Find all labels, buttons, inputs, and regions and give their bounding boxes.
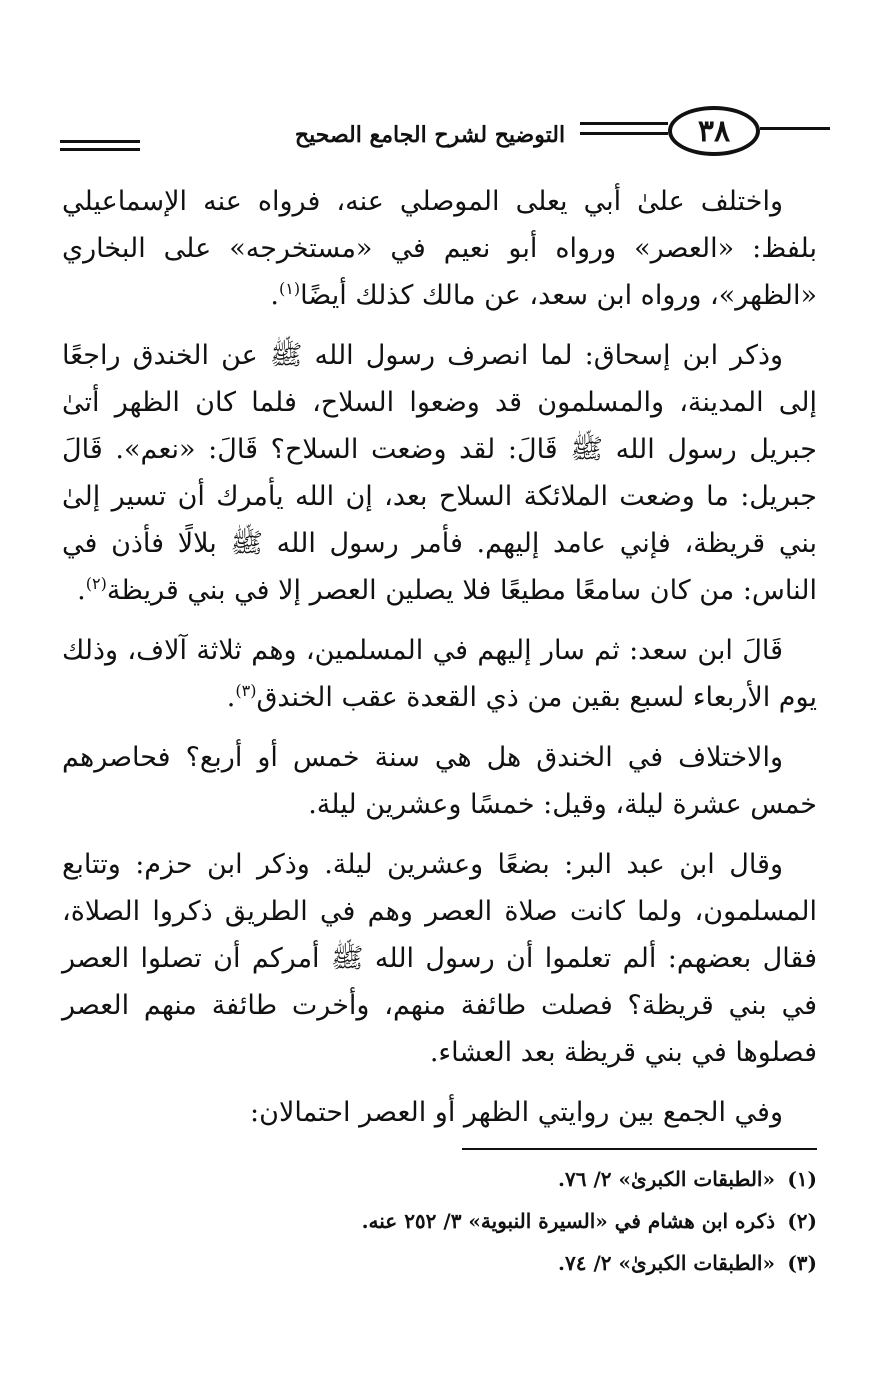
header-rule-mid-bottom bbox=[580, 132, 668, 135]
footnote: (١)«الطبقات الكبرىٰ» ٢/ ٧٦. bbox=[558, 1167, 817, 1191]
footnote-ref: (١) bbox=[278, 279, 301, 298]
footnote-ref: (٢) bbox=[85, 574, 107, 593]
paragraph: قَالَ ابن سعد: ثم سار إليهم في المسلمين، وهم ثلاثة آلاف، وذلك يوم الأربعاء لسبع بقين من ذي القعدة عقب الخندق$^{(٣)}$. bbox=[62, 635, 817, 713]
paragraph: وقال ابن عبد البر: بضعًا وعشرين ليلة. وذكر ابن حزم: وتتابع المسلمون، ولما كانت صلاة العصر وهم في الطريق ذكروا الصلاة، فقال بعضهم: ألم تعلموا أن رسول الله ﷺ أمركم أن تصلوا العصر في بني قريظة؟ فصلت طائفة منهم، وأخرت طائفة منهم العصر فصلوها في بني قريظة بعد العشاء. bbox=[62, 849, 817, 1068]
page-number: ٣٨ bbox=[668, 106, 760, 156]
main-text bbox=[62, 178, 817, 1149]
header-rule-right bbox=[760, 127, 830, 130]
paragraph: والاختلاف في الخندق هل هي سنة خمس أو أربع؟ فحاصرهم خمس عشرة ليلة، وقيل: خمسًا وعشرين ليلة. bbox=[62, 742, 817, 820]
running-title: التوضيح لشرح الجامع الصحيح bbox=[294, 122, 566, 148]
header-rule-left-top bbox=[60, 140, 140, 143]
paragraph: وفي الجمع بين روايتي الظهر أو العصر احتمالان: bbox=[250, 1097, 783, 1128]
footnote-separator bbox=[462, 1148, 817, 1150]
footnote: (٣)«الطبقات الكبرىٰ» ٢/ ٧٤. bbox=[558, 1251, 817, 1275]
footnote: (٢)ذكره ابن هشام في «السيرة النبوية» ٣/ ٢٥٢ عنه. bbox=[361, 1209, 817, 1233]
footnotes bbox=[62, 1158, 817, 1284]
paragraph: وذكر ابن إسحاق: لما انصرف رسول الله ﷺ عن الخندق راجعًا إلى المدينة، والمسلمون قد وضعوا السلاح، فلما كان الظهر أتىٰ جبريل رسول الله ﷺ قَالَ: لقد وضعت السلاح؟ قَالَ: «نعم». قَالَ جبريل: ما وضعت الملائكة السلاح بعد، إن الله يأمرك أن تسير إلىٰ بني قريظة، فإني عامد إليهم. فأمر رسول الله ﷺ بلالًا فأذن في الناس: من كان سامعًا مطيعًا فلا يصلين العصر إلا في بني قريظة$^{(٢)}$. bbox=[62, 340, 817, 606]
footnote-ref: (٣) bbox=[235, 681, 257, 700]
header-rule-left-bottom bbox=[60, 148, 140, 151]
page-header bbox=[60, 96, 830, 166]
paragraph: واختلف علىٰ أبي يعلى الموصلي عنه، فرواه عنه الإسماعيلي بلفظ: «العصر» ورواه أبو نعيم في «مستخرجه» على البخاري «الظهر»، ورواه ابن سعد، عن مالك كذلك أيضًا$^{(١)}$. bbox=[62, 186, 817, 311]
header-rule-mid-top bbox=[580, 122, 668, 125]
